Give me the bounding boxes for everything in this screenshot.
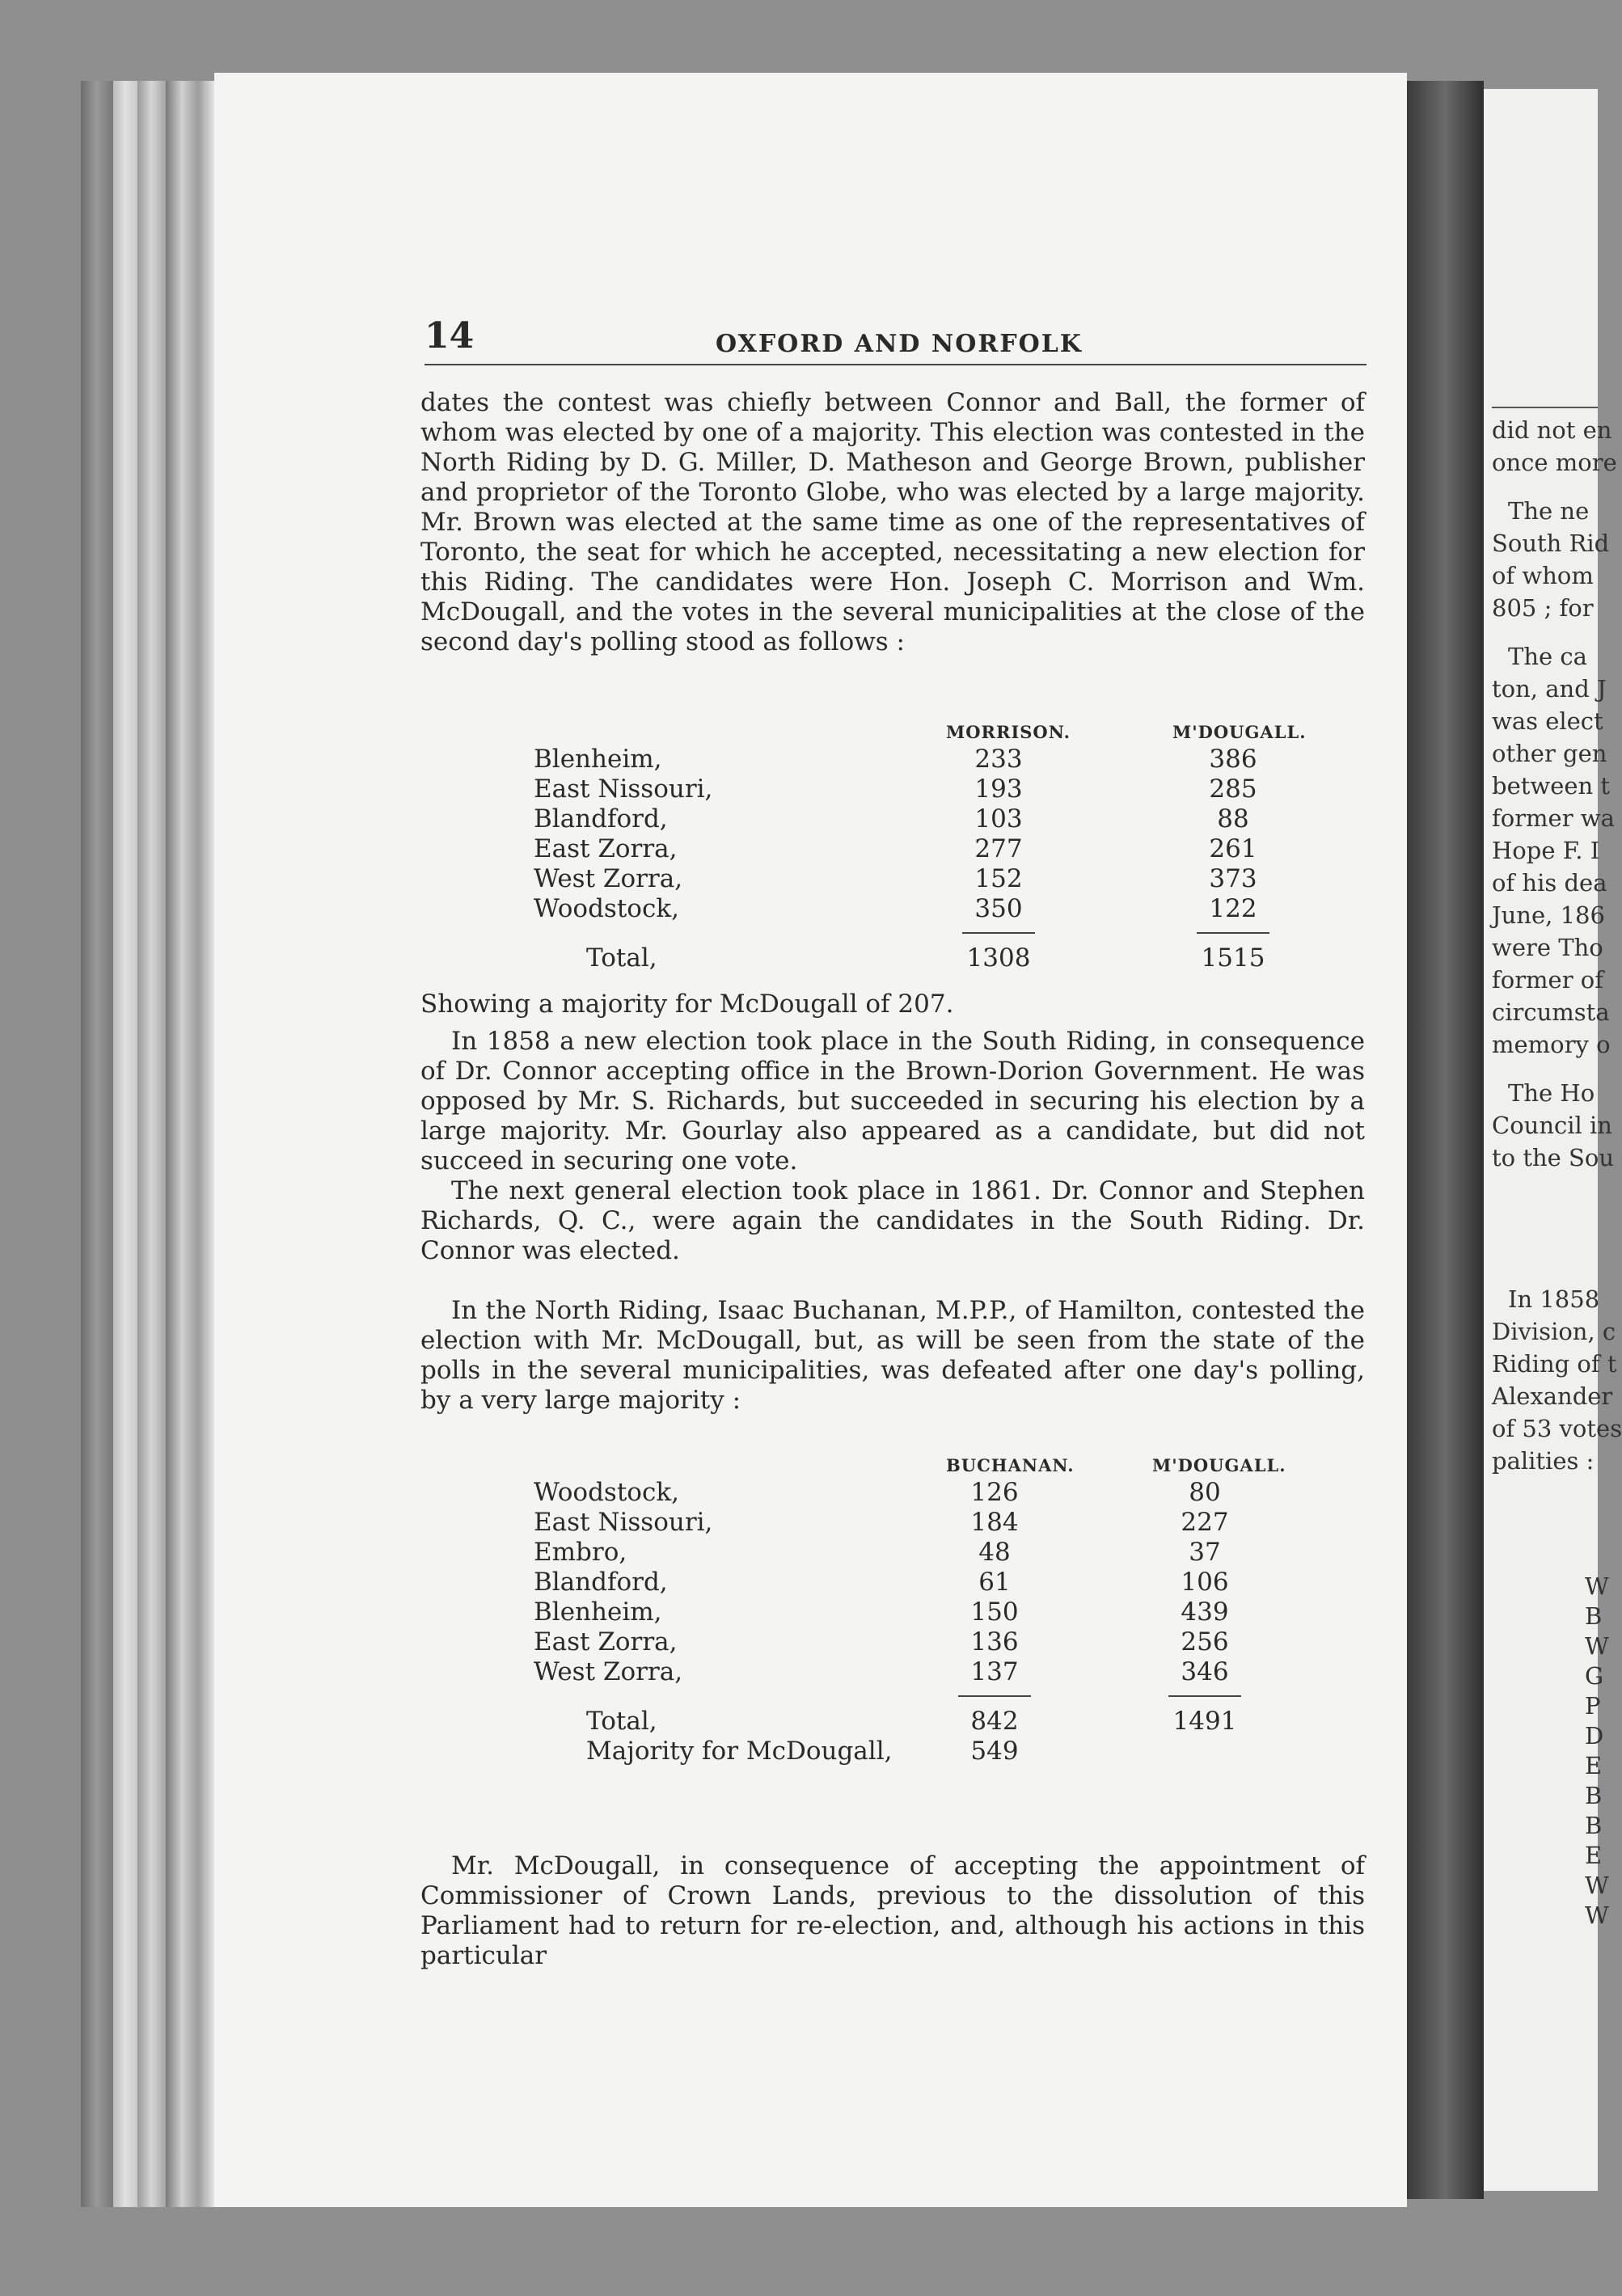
municipality-name: Embro, [534, 1538, 627, 1567]
right-page-text-fragment: E [1585, 1842, 1603, 1869]
municipality-name: Woodstock, [534, 1478, 679, 1507]
right-page-text-fragment: B [1585, 1782, 1603, 1809]
vote-count: 233 [974, 745, 1023, 774]
book-edge [166, 81, 214, 2207]
majority-label: Majority for McDougall, [586, 1737, 893, 1766]
paragraph: In 1858 a new election took place in the South Riding, in consequence of Dr. Connor accepting office in the Brown-Dorion Government. He was opposed by Mr. S. Richards, but succeeded in securing his election by a large majority. Mr. Gourlay also appeared as a candidate, but did not succeed in securing one vote. [420, 1027, 1365, 1175]
vote-count: 184 [970, 1508, 1019, 1537]
sum-rule [962, 932, 1035, 934]
vote-count: 150 [970, 1597, 1019, 1627]
right-page-text-fragment: ton, and J [1492, 675, 1607, 703]
right-page-text-fragment: W [1585, 1901, 1609, 1929]
vote-count: 261 [1209, 834, 1257, 863]
right-page-text-fragment: once more [1492, 449, 1617, 476]
book-edge [81, 81, 113, 2207]
vote-count: 80 [1189, 1478, 1221, 1507]
vote-count: 122 [1209, 894, 1257, 923]
right-page-text-fragment: of 53 votes [1492, 1415, 1622, 1442]
municipality-name: West Zorra, [534, 1657, 683, 1686]
vote-count: 256 [1181, 1627, 1229, 1657]
majority-value: 549 [970, 1737, 1019, 1766]
book-edge [113, 81, 137, 2207]
right-page-text-fragment: between t [1492, 772, 1611, 800]
paragraph: The next general election took place in 1861. Dr. Connor and Stephen Richards, Q. C., were again the candidates in the South Riding. Dr. Connor was elected. [420, 1176, 1365, 1265]
paragraph: In the North Riding, Isaac Buchanan, M.P.P., of Hamilton, contested the election with Mr. McDougall, but, as will be seen from the state of the polls in the several municipalities, was defeated after one day's polling, by a very large majority : [420, 1296, 1365, 1415]
right-page-text-fragment: W [1585, 1872, 1609, 1899]
election-table-buchanan-mcdougall [420, 1449, 1365, 1837]
right-page-text-fragment: Alexander [1492, 1382, 1613, 1410]
right-page-text-fragment: Hope F. I [1492, 837, 1600, 864]
municipality-name: Woodstock, [534, 894, 679, 923]
vote-count: 48 [978, 1538, 1011, 1567]
right-page-text-fragment: Division, c [1492, 1318, 1616, 1345]
vote-count: 88 [1217, 804, 1249, 834]
vote-count: 346 [1181, 1657, 1229, 1686]
right-page-text-fragment: of whom [1492, 562, 1594, 589]
vote-count: 137 [970, 1657, 1019, 1686]
sum-rule [1197, 932, 1269, 934]
vote-count: 227 [1181, 1508, 1229, 1537]
vote-count: 106 [1181, 1568, 1229, 1597]
vote-count: 386 [1209, 745, 1257, 774]
total-value: 1491 [1172, 1707, 1237, 1736]
right-page-text-fragment: Riding of t [1492, 1350, 1617, 1378]
right-page [1484, 89, 1622, 2191]
total-value: 1515 [1201, 943, 1265, 973]
right-page-text-fragment: palities : [1492, 1447, 1595, 1475]
municipality-name: West Zorra, [534, 864, 683, 893]
vote-count: 37 [1189, 1538, 1221, 1567]
total-value: 1308 [966, 943, 1031, 973]
column-header: BUCHANAN. [946, 1455, 1075, 1475]
book-edge [137, 81, 166, 2207]
vote-count: 285 [1209, 774, 1257, 804]
right-page-text-fragment: The ne [1508, 497, 1590, 525]
vote-count: 136 [970, 1627, 1019, 1657]
vote-count: 373 [1209, 864, 1257, 893]
sum-rule [1168, 1695, 1241, 1697]
right-page-text-fragment: D [1585, 1722, 1604, 1749]
right-page-text-fragment: In 1858 [1508, 1285, 1600, 1313]
right-page-text-fragment: The ca [1508, 643, 1587, 670]
right-page-text-fragment: W [1585, 1632, 1609, 1660]
vote-count: 350 [974, 894, 1023, 923]
right-page-text-fragment: of his dea [1492, 869, 1607, 897]
municipality-name: East Zorra, [534, 1627, 678, 1657]
election-table-morrison-mcdougall [420, 715, 1365, 990]
right-page-text-fragment: South Rid [1492, 530, 1610, 557]
right-page-text-fragment: memory o [1492, 1031, 1611, 1058]
vote-count: 277 [974, 834, 1023, 863]
column-header: M'DOUGALL. [1152, 1455, 1286, 1475]
total-value: 842 [970, 1707, 1019, 1736]
right-page-text-fragment: Council in [1492, 1112, 1612, 1139]
column-header: MORRISON. [946, 722, 1071, 742]
municipality-name: Blenheim, [534, 1597, 662, 1627]
municipality-name: East Nissouri, [534, 1508, 713, 1537]
sum-rule [958, 1695, 1031, 1697]
vote-count: 152 [974, 864, 1023, 893]
right-page-text-fragment: W [1585, 1572, 1609, 1600]
vote-count: 439 [1181, 1597, 1229, 1627]
right-page-text-fragment: E [1585, 1752, 1603, 1779]
municipality-name: East Zorra, [534, 834, 678, 863]
right-page-rule [1492, 407, 1598, 408]
total-label: Total, [586, 943, 657, 973]
paragraph: Showing a majority for McDougall of 207. [420, 990, 954, 1019]
municipality-name: Blandford, [534, 1568, 668, 1597]
right-page-text-fragment: G [1585, 1662, 1604, 1690]
page-number: 14 [425, 315, 475, 357]
right-page-text-fragment: 805 ; for [1492, 594, 1594, 622]
right-page-text-fragment: The Ho [1508, 1079, 1595, 1107]
paragraph: Mr. McDougall, in consequence of accepting the appointment of Commissioner of Crown Lands, previous to the dissolution of this Parliament had to return for re-election, and, although his actions in this particular [420, 1851, 1365, 1970]
municipality-name: East Nissouri, [534, 774, 713, 804]
right-page-text-fragment: P [1585, 1692, 1601, 1720]
running-title: OXFORD AND NORFOLK [716, 330, 1083, 358]
right-page-text-fragment: former wa [1492, 804, 1615, 832]
total-label: Total, [586, 1707, 657, 1736]
right-page-text-fragment: June, 186 [1492, 901, 1605, 929]
paragraph: dates the contest was chiefly between Connor and Ball, the former of whom was elected by one of a majority. This election was contested in the North Riding by D. G. Miller, D. Matheson and George Brown, publisher and proprietor of the Toronto Globe, who was elected by a large majority. Mr. Brown was elected at the same time as one of the representatives of Toronto, the seat for which he accepted, necessitating a new election for this Riding. The candidates were Hon. Joseph C. Morrison and Wm. McDougall, and the votes in the several municipalities at the close of the second day's polling stood as follows : [420, 388, 1365, 656]
right-page-text-fragment: did not en [1492, 416, 1612, 444]
municipality-name: Blandford, [534, 804, 668, 834]
right-page-text-fragment: B [1585, 1602, 1603, 1630]
right-page-text-fragment: to the Sou [1492, 1144, 1615, 1171]
right-page-text-fragment: circumsta [1492, 998, 1610, 1026]
vote-count: 61 [978, 1568, 1011, 1597]
right-page-text-fragment: B [1585, 1812, 1603, 1839]
vote-count: 103 [974, 804, 1023, 834]
column-header: M'DOUGALL. [1172, 722, 1307, 742]
municipality-name: Blenheim, [534, 745, 662, 774]
right-page-text-fragment: was elect [1492, 707, 1603, 735]
book-gutter [1407, 81, 1484, 2199]
right-page-text-fragment: other gen [1492, 740, 1607, 767]
right-page-text-fragment: were Tho [1492, 934, 1603, 961]
vote-count: 193 [974, 774, 1023, 804]
page-header [425, 315, 1366, 365]
right-page-text-fragment: former of [1492, 966, 1603, 994]
vote-count: 126 [970, 1478, 1019, 1507]
